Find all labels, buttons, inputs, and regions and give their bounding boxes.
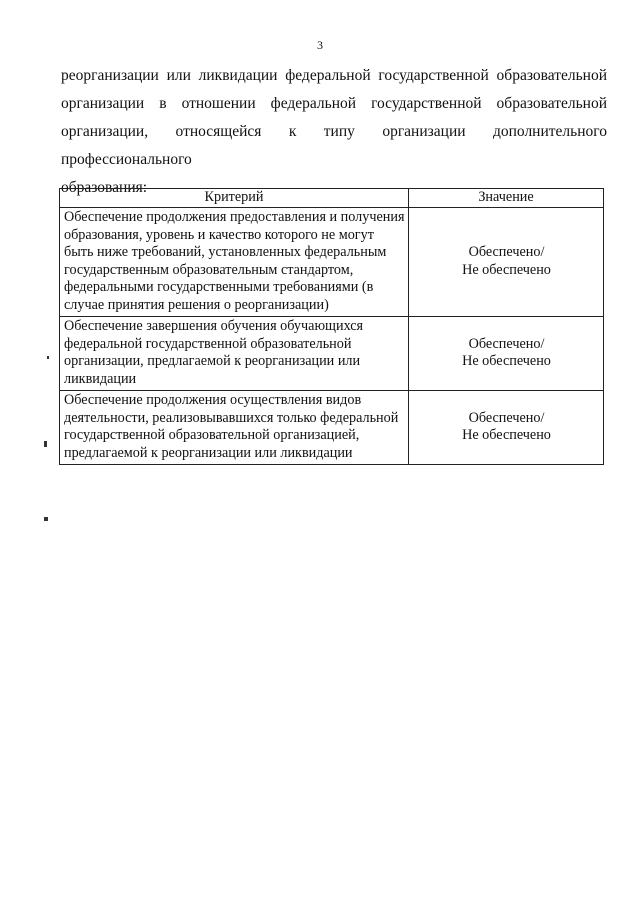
scan-mark — [44, 441, 47, 447]
scan-mark — [47, 356, 49, 359]
criterion-cell: Обеспечение завершения обучения обучающихся федеральной государственной образовательной организации, предлагаемой к реорганизации или ликвидации — [60, 317, 409, 391]
table-header-row — [60, 189, 604, 208]
header-value: Значение — [409, 189, 604, 208]
table-row — [60, 317, 604, 391]
table-row — [60, 391, 604, 465]
value-cell — [409, 391, 604, 465]
value-line: Обеспечено/ — [468, 335, 545, 352]
header-criterion: Критерий — [60, 189, 409, 208]
scan-mark — [44, 517, 48, 521]
value-line: Обеспечено/ — [468, 409, 545, 426]
value-line: Не обеспечено — [462, 261, 551, 278]
page-number: 3 — [317, 38, 323, 52]
value-cell — [409, 208, 604, 317]
value-line: Обеспечено/ — [468, 244, 545, 260]
intro-line: организации в отношении федеральной государственной образовательной — [61, 95, 607, 112]
value-line: Не обеспечено — [462, 427, 551, 443]
criterion-cell: Обеспечение продолжения предоставления и получения образования, уровень и качество которого не могут быть ниже требований, установленных федеральным государственным образовательным стандартом, федеральными государственными требованиями (в случае принятия решения о реорганизации) — [60, 208, 409, 317]
intro-paragraph — [61, 62, 607, 202]
table-row — [60, 208, 604, 317]
value-cell — [409, 317, 604, 391]
intro-line: образования: — [61, 179, 148, 196]
intro-line: реорганизации или ликвидации федеральной государственной образовательной — [61, 67, 607, 84]
criteria-table — [59, 188, 604, 465]
criterion-cell: Обеспечение продолжения осуществления видов деятельности, реализовывавшихся только федеральной государственной образовательной организацией, предлагаемой к реорганизации или ликвидации — [60, 391, 409, 465]
value-line: Не обеспечено — [462, 353, 551, 369]
intro-line: организации, относящейся к типу организации дополнительного профессионального — [61, 123, 607, 168]
